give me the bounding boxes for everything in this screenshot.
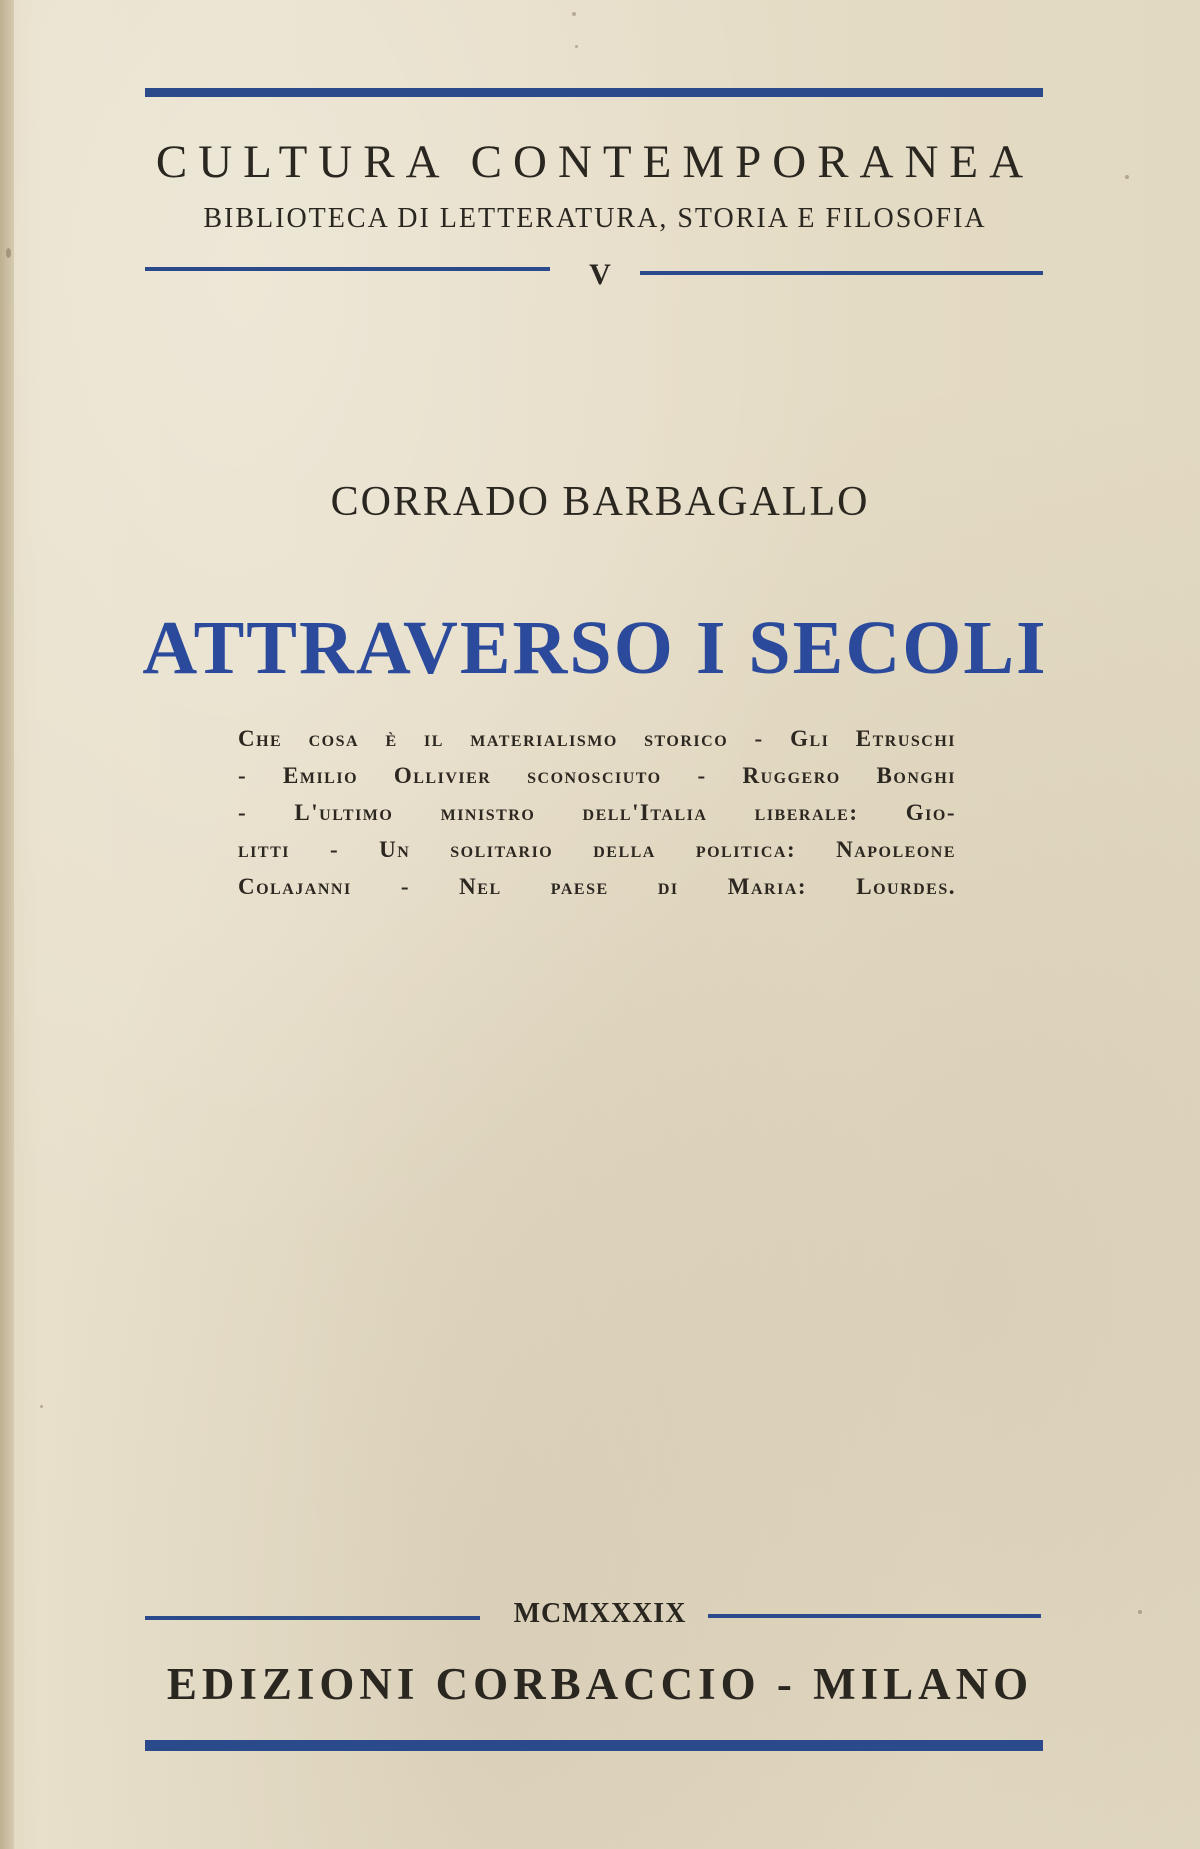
volume-number: V bbox=[589, 258, 611, 291]
bottom-rule bbox=[145, 1740, 1043, 1751]
author-name: CORRADO BARBAGALLO bbox=[330, 479, 870, 525]
paper-speck bbox=[572, 12, 576, 16]
series-subtitle: BIBLIOTECA DI LETTERATURA, STORIA E FILOSOFIA bbox=[203, 203, 987, 234]
year-rule-left bbox=[145, 1616, 480, 1620]
contents-line: Colajanni - Nel paese di Maria: Lourdes. bbox=[238, 874, 956, 899]
contents-line: Che cosa è il materialismo storico - Gli Etruschi bbox=[238, 726, 956, 751]
paper-speck bbox=[6, 248, 11, 258]
spine-edge bbox=[0, 0, 14, 1849]
series-title: CULTURA CONTEMPORANEA bbox=[155, 136, 1035, 188]
contents-line: - L'ultimo ministro dell'Italia liberale: Gio- bbox=[238, 800, 956, 825]
contents-line: - Emilio Ollivier sconosciuto - Ruggero Bonghi bbox=[238, 763, 956, 788]
publication-year: MCMXXXIX bbox=[513, 1598, 687, 1629]
top-rule bbox=[145, 88, 1043, 97]
contents-line: litti - Un solitario della politica: Napoleone bbox=[238, 837, 956, 862]
book-title: ATTRAVERSO I SECOLI bbox=[142, 606, 1048, 690]
volume-rule-left bbox=[145, 267, 550, 271]
paper-speck bbox=[40, 1405, 43, 1408]
paper-speck bbox=[575, 45, 578, 48]
paper-speck bbox=[1138, 1610, 1142, 1614]
publisher: EDIZIONI CORBACCIO - MILANO bbox=[166, 1659, 1034, 1709]
contents-list bbox=[238, 720, 956, 905]
volume-rule-right bbox=[640, 271, 1043, 275]
paper-speck bbox=[1125, 175, 1129, 179]
year-rule-right bbox=[708, 1614, 1041, 1618]
